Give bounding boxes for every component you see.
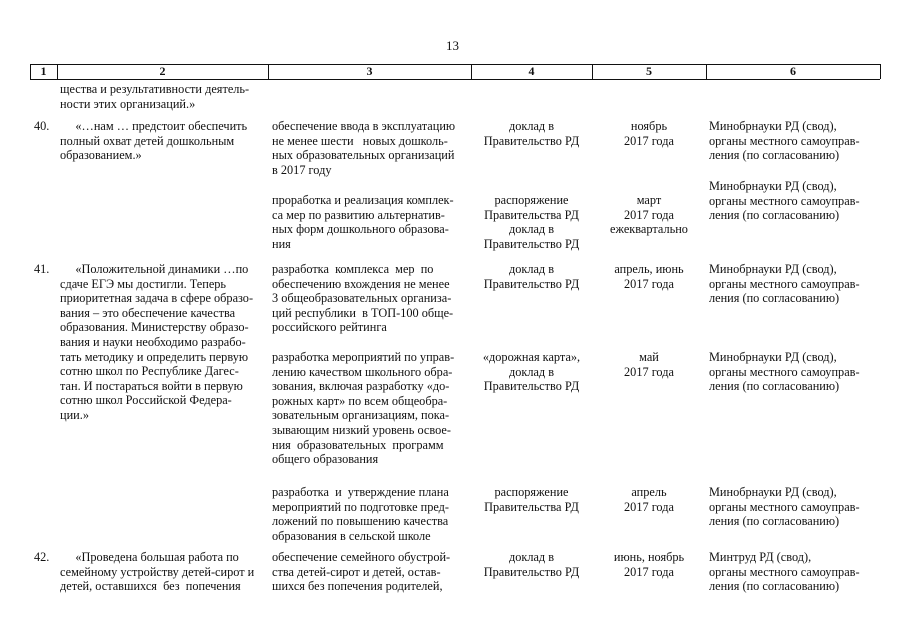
row-quote: «Положительной динамики …по сдаче ЕГЭ мы достигли. Теперь приоритетная задача в сфере образо- вания – это обеспечение качества образования. Министерству образо- вания и науки необходимо разрабо- тать методику и определить первую сотню школ по Республике Дагес- тан. И постараться войти в первую сотню школ Российской Федера- ции.» [60,262,254,422]
deadline: апрель, июнь 2017 года [614,262,684,291]
responsible: Минобрнауки РД (свод), органы местного самоуправ- ления (по согласованию) [709,179,860,223]
row-number: 42. [34,550,50,564]
row-number: 41. [34,262,50,276]
header-cell-2: 2 [159,64,166,78]
header-cell-1: 1 [40,64,47,78]
deadline: март 2017 года ежеквартально [610,193,688,237]
row-quote: «…нам … предстоит обеспечить полный охват детей дошкольным образованием.» [60,119,248,163]
row-quote: «Проведена большая работа по семейному устройству детей-сирот и детей, оставшихся без попечения [60,550,255,594]
report-form: доклад в Правительство РД [483,550,580,579]
deadline: апрель 2017 года [624,485,674,514]
responsible: Минобрнауки РД (свод), органы местного самоуправ- ления (по согласованию) [709,485,860,529]
responsible: Минобрнауки РД (свод), органы местного самоуправ- ления (по согласованию) [709,119,860,163]
measure-text: обеспечение семейного обустрой- ства детей-сирот и детей, остав- шихся без попечения родителей, [272,550,451,594]
header-cell-5: 5 [646,64,652,78]
measure-text: обеспечение ввода в эксплуатацию не менее шести новых дошколь- ных образовательных организаций в 2017 году [272,119,456,177]
responsible: Минобрнауки РД (свод), органы местного самоуправ- ления (по согласованию) [709,262,860,306]
measure-text: проработка и реализация комплек- са мер по развитию альтернатив- ных форм дошкольного образова- ния [272,193,454,251]
deadline: июнь, ноябрь 2017 года [613,550,685,579]
measure-text: разработка комплекса мер по обеспечению вхождения не менее 3 общеобразовательных организа- ций республики в ТОП-100 обще- российского рейтинга [272,262,454,335]
report-form: распоряжение Правительства РД доклад в Правительство РД [483,193,580,251]
responsible: Минтруд РД (свод), органы местного самоуправ- ления (по согласованию) [709,550,860,594]
report-form: распоряжение Правительства РД [484,485,579,514]
header-divider [880,64,881,79]
deadline: май 2017 года [624,350,674,379]
header-cell-6: 6 [790,64,796,78]
report-form: «дорожная карта», доклад в Правительство РД [482,350,581,394]
responsible: Минобрнауки РД (свод), органы местного самоуправ- ления (по согласованию) [709,350,860,394]
header-cell-4: 4 [528,64,535,78]
header-cell-3: 3 [366,64,373,78]
report-form: доклад в Правительство РД [483,119,580,148]
page-number: 13 [446,38,459,53]
row-number: 40. [34,119,50,133]
carry-over-text: щества и результативности деятель- ности этих организаций.» [60,82,250,111]
report-form: доклад в Правительство РД [483,262,580,291]
measure-text: разработка и утверждение плана мероприятий по подготовке пред- ложений по повышению качества образования в сельской школе [272,485,450,543]
header-bottom-rule [30,79,880,80]
deadline: ноябрь 2017 года [624,119,674,148]
measure-text: разработка мероприятий по управ- лению качеством школьного обра- зования, включая разработку «до- рожных карт» по всем общеобра- зовательным организациям, пока- зывающим низкий уровень освое- ния образовательных программ общего образования [272,350,455,467]
